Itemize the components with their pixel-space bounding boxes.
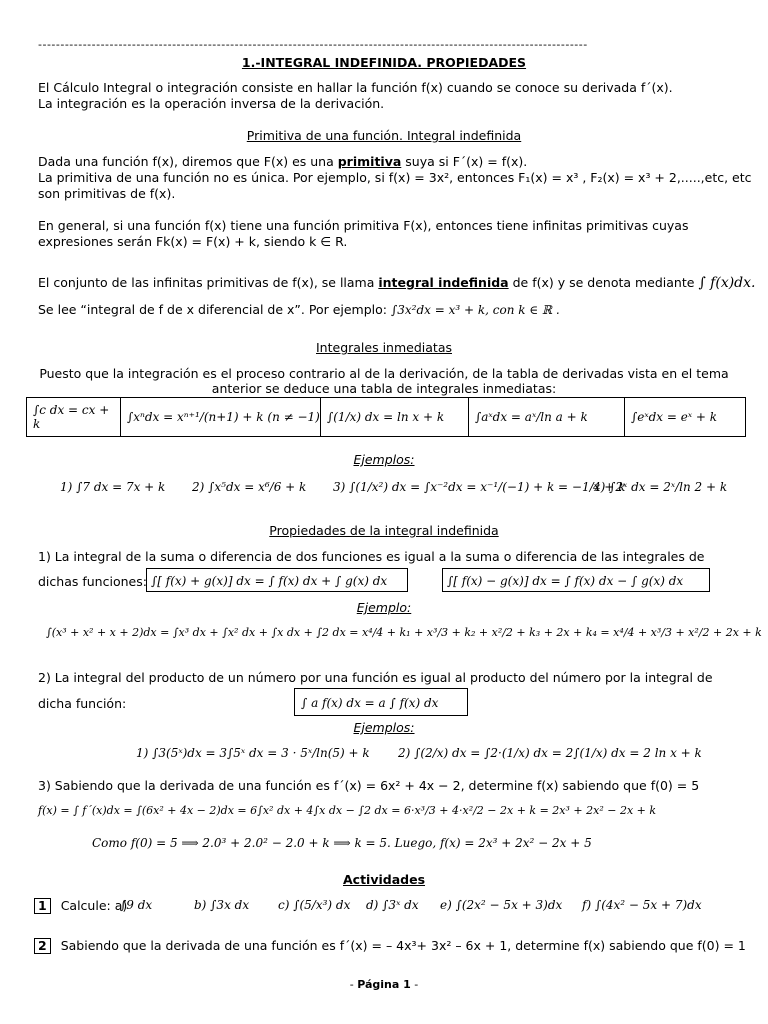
primitiva-line-6 [38, 275, 756, 291]
inmediatas-line-2: anterior se deduce una tabla de integrales inmediatas: [211, 381, 557, 396]
integral-notation: ∫ f(x)dx. [698, 275, 756, 291]
primitiva-line-2: La primitiva de una función no es única. Por ejemplo, si f(x) = 3x², entonces F₁(x) = x³ , F₂(x) = x³ + 2,.....,etc, etc [38, 170, 752, 185]
footer-text: - [349, 978, 358, 991]
primitiva-text: El conjunto de las infinitas primitivas de f(x), se llama [38, 275, 379, 290]
activity-1-item: c) ∫(5/x³) dx [278, 898, 351, 912]
difference-rule-box: ∫[ f(x) − g(x)] dx = ∫ f(x) dx − ∫ g(x) dx [442, 568, 710, 592]
inmediatas-line-1: Puesto que la integración es el proceso contrario al de la derivación, de la tabla de derivadas vista en el tema [39, 366, 729, 381]
property-2-example-2: 2) ∫(2/x) dx = ∫2·(1/x) dx = 2∫(1/x) dx = 2 ln x + k [398, 746, 702, 760]
integrals-table [26, 397, 746, 437]
example-1: 1) ∫7 dx = 7x + k [60, 480, 166, 494]
table-cell: ∫c dx = cx + k [27, 398, 121, 436]
activity-1-item: e) ∫(2x² − 5x + 3)dx [440, 898, 563, 912]
primitiva-line-1 [38, 154, 527, 169]
primitiva-text: suya si F´(x) = f(x). [401, 154, 528, 169]
page-footer [0, 978, 768, 991]
primitiva-line-7 [38, 302, 560, 317]
activity-number: 1 [34, 898, 51, 914]
section-title-propiedades: Propiedades de la integral indefinida [269, 523, 499, 538]
property-1-example-title: Ejemplo: [356, 600, 412, 615]
table-cell: ∫aˣdx = aˣ/ln a + k [469, 398, 625, 436]
activity-2 [34, 938, 746, 954]
example-3: 3) ∫(1/x²) dx = ∫x⁻²dx = x⁻¹/(−1) + k = −1/x + k [333, 480, 626, 494]
property-3-solution: f(x) = ∫ f´(x)dx = ∫(6x² + 4x − 2)dx = 6∫x² dx + 4∫x dx − ∫2 dx = 6·x³/3 + 4·x²/2 − 2x + k = 2x³ + 2x² − 2x + k [38, 804, 657, 817]
property-2-line-1: 2) La integral del producto de un número por una función es igual al producto del número por la integral de [38, 670, 713, 685]
table-cell: ∫eˣdx = eˣ + k [631, 410, 718, 424]
primitiva-line-3: son primitivas de f(x). [38, 186, 176, 201]
activity-text: Sabiendo que la derivada de una función es f´(x) = – 4x³+ 3x² – 6x + 1, determine f(x) sabiendo que f(0) = 1 [60, 938, 746, 953]
examples-title: Ejemplos: [353, 452, 415, 467]
intro-line-2: La integración es la operación inversa de la derivación. [38, 96, 385, 111]
primitiva-term: primitiva [337, 154, 402, 169]
property-3-line-1: 3) Sabiendo que la derivada de una función es f´(x) = 6x² + 4x − 2, determine f(x) sabiendo que f(0) = 5 [38, 778, 700, 793]
activity-1-item: f) ∫(4x² − 5x + 7)dx [582, 898, 702, 912]
activity-label: Calcule: a) [60, 898, 128, 913]
activity-number: 2 [34, 938, 51, 954]
page-number: Página 1 [357, 978, 411, 991]
intro-line-1: El Cálculo Integral o integración consiste en hallar la función f(x) cuando se conoce su derivada f´(x). [38, 80, 673, 95]
footer-text: - [410, 978, 419, 991]
section-title-inmediatas: Integrales inmediatas [316, 340, 452, 355]
primitiva-line-5: expresiones serán Fk(x) = F(x) + k, siendo k ∈ R. [38, 234, 348, 249]
property-1-line-1: 1) La integral de la suma o diferencia de dos funciones es igual a la suma o diferencia de las integrales de [38, 549, 705, 564]
example-2: 2) ∫x⁵dx = x⁶/6 + k [192, 480, 307, 494]
property-2-example-title: Ejemplos: [353, 720, 415, 735]
property-3-conclusion: Como f(0) = 5 ⟹ 2.0³ + 2.0² − 2.0 + k ⟹ k = 5. Luego, f(x) = 2x³ + 2x² − 2x + 5 [92, 836, 592, 850]
section-title-actividades: Actividades [342, 872, 426, 887]
primitiva-text: de f(x) y se denota mediante [508, 275, 695, 290]
activity-1-item: ∫9 dx [120, 898, 153, 912]
property-1-example: ∫(x³ + x² + x + 2)dx = ∫x³ dx + ∫x² dx + ∫x dx + ∫2 dx = x⁴/4 + k₁ + x³/3 + k₂ + x²/2 + k₃ + 2x + k₄ = x⁴/4 + x³/3 + x²/2 + 2x + k [46, 626, 762, 639]
property-2-example-1: 1) ∫3(5ˣ)dx = 3∫5ˣ dx = 3 · 5ˣ/ln(5) + k [136, 746, 370, 760]
activity-1-item: d) ∫3ˣ dx [366, 898, 419, 912]
activity-1 [34, 898, 127, 914]
property-2-line-2: dicha función: [38, 696, 127, 711]
constant-rule-box: ∫ a f(x) dx = a ∫ f(x) dx [294, 688, 468, 716]
section-title-primitiva: Primitiva de una función. Integral indefinida [246, 128, 522, 143]
primitiva-text: Se lee “integral de f de x diferencial de x”. Por ejemplo: [38, 302, 388, 317]
page-title: 1.-INTEGRAL INDEFINIDA. PROPIEDADES [241, 55, 527, 70]
activity-1-item: b) ∫3x dx [194, 898, 250, 912]
primitiva-example: ∫3x²dx = x³ + k, con k ∈ ℝ . [391, 303, 560, 317]
table-cell: ∫(1/x) dx = ln x + k [321, 398, 469, 436]
integral-indefinida-term: integral indefinida [378, 275, 509, 290]
example-4: 4) ∫2ˣ dx = 2ˣ/ln 2 + k [593, 480, 728, 494]
primitiva-line-4: En general, si una función f(x) tiene una función primitiva F(x), entonces tiene infinitas primitivas cuyas [38, 218, 689, 233]
table-cell: ∫xⁿdx = xⁿ⁺¹/(n+1) + k (n ≠ −1) [121, 398, 321, 436]
header-rule: --------------------------------------------------------------------------------------------------------------------------- [38, 38, 588, 51]
primitiva-text: Dada una función f(x), diremos que F(x) es una [38, 154, 338, 169]
sum-rule-box: ∫[ f(x) + g(x)] dx = ∫ f(x) dx + ∫ g(x) dx [146, 568, 408, 592]
property-1-line-2: dichas funciones: [38, 574, 147, 589]
